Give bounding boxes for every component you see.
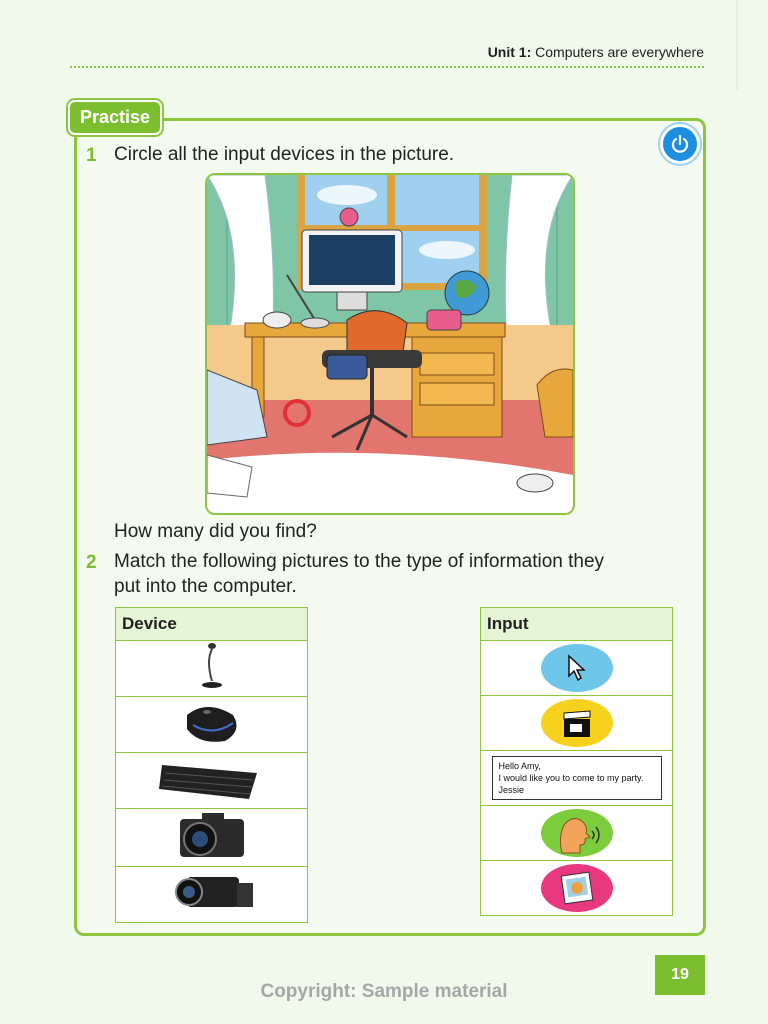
input-column-header: Input <box>481 608 673 641</box>
digital-camera-icon <box>172 809 252 861</box>
unit-label: Unit 1: <box>487 44 532 60</box>
mouse-pointer-icon <box>565 654 589 682</box>
question-2-number: 2 <box>86 552 97 573</box>
pointer-oval <box>541 644 613 692</box>
device-column-header: Device <box>116 608 308 641</box>
input-row-sound[interactable] <box>481 806 673 861</box>
photo-icon <box>560 871 594 905</box>
device-row-mouse[interactable] <box>116 697 308 753</box>
header-divider <box>70 66 704 68</box>
device-row-video-camera[interactable] <box>116 867 308 923</box>
power-button[interactable] <box>660 124 700 164</box>
text-message-note <box>492 756 662 800</box>
device-row-keyboard[interactable] <box>116 753 308 809</box>
input-table <box>480 607 673 916</box>
question-2-line-1: Match the following pictures to the type of information they <box>114 551 605 572</box>
letter-line-3: Jessie <box>498 785 525 795</box>
input-row-text[interactable] <box>481 751 673 806</box>
page-number: 19 <box>655 955 705 995</box>
bedroom-scene <box>207 175 573 513</box>
sound-oval <box>541 809 613 857</box>
device-row-camera[interactable] <box>116 809 308 867</box>
power-icon <box>670 134 690 154</box>
video-camera-icon <box>167 867 257 917</box>
input-row-image[interactable] <box>481 861 673 916</box>
microphone-icon <box>182 641 242 691</box>
letter-line-2: I would like you to come to my party. <box>498 773 644 783</box>
image-oval <box>541 864 613 912</box>
section-tag: Practise <box>68 100 162 135</box>
question-1-followup: How many did you find? <box>114 521 317 542</box>
device-table <box>115 607 308 923</box>
speaking-head-icon <box>552 811 602 855</box>
keyboard-icon <box>157 753 267 803</box>
device-row-microphone[interactable] <box>116 641 308 697</box>
input-row-video[interactable] <box>481 696 673 751</box>
computer-mouse-icon <box>177 697 247 747</box>
unit-header <box>488 44 704 60</box>
bedroom-scene-illustration[interactable] <box>205 173 575 515</box>
letter-line-1: Hello Amy, <box>498 761 541 771</box>
page-edge <box>736 0 738 90</box>
film-clapper-icon <box>560 708 594 738</box>
copyright-notice: Copyright: Sample material <box>260 981 508 1002</box>
question-1-text: Circle all the input devices in the picture. <box>114 144 455 165</box>
unit-title: Computers are everywhere <box>531 44 704 60</box>
question-2-line-2: put into the computer. <box>114 576 297 597</box>
video-oval <box>541 699 613 747</box>
input-row-pointer[interactable] <box>481 641 673 696</box>
question-1-number: 1 <box>86 145 97 166</box>
